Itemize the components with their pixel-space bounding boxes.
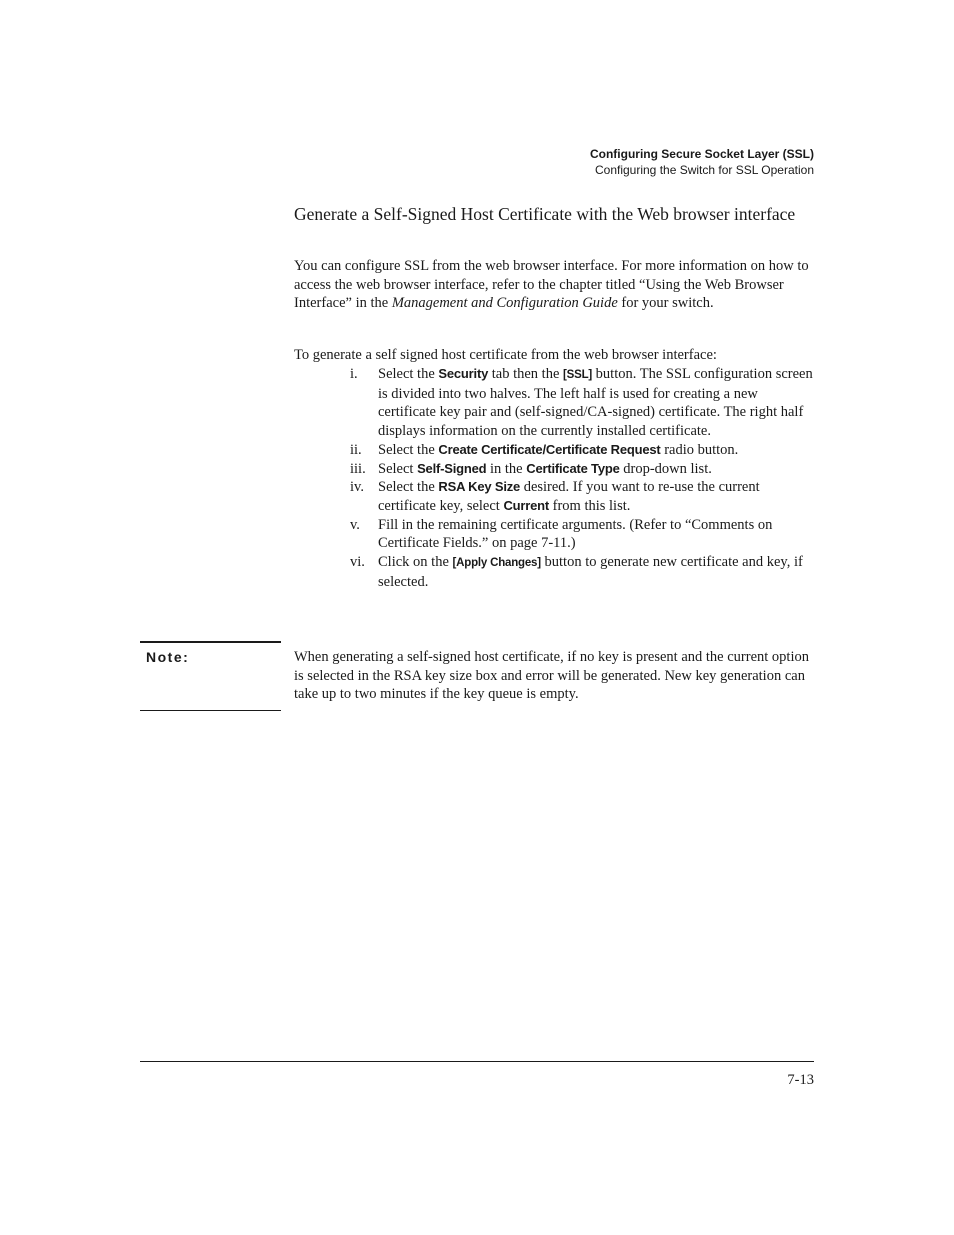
ui-term: Create Certificate/Certificate Request (438, 441, 661, 457)
ui-term: [SSL] (563, 369, 593, 381)
list-item (294, 516, 814, 553)
step-number: vi. (350, 554, 365, 571)
guide-title: Management and Configuration Guide (391, 295, 618, 312)
step-text: drop-down list. (619, 460, 712, 477)
note-top-rule (140, 641, 281, 643)
step-number: iv. (350, 479, 364, 496)
step-text: radio button. (660, 441, 739, 458)
page-number: 7-13 (787, 1072, 814, 1088)
ui-term: Certificate Type (526, 460, 620, 476)
ui-term: Self-Signed (417, 460, 487, 476)
list-item (294, 553, 814, 591)
section-subtitle: Configuring the Switch for SSL Operation (594, 163, 814, 177)
list-item (294, 460, 814, 479)
intro-paragraph (294, 257, 814, 313)
ui-term: Current (503, 497, 550, 513)
step-text: Select (378, 460, 418, 477)
steps-lead-in: To generate a self signed host certificate from the web browser interface: (294, 347, 717, 363)
note-text: When generating a self-signed host certificate, if no key is present and the current option is selected in the RSA key size box and error will be generated. New key generation can take up to two minutes if the key queue is empty. (294, 649, 809, 703)
step-text: desired. If you want to re-use the current certificate key, select (378, 479, 760, 514)
step-text: button to generate new certificate and key, if selected. (378, 554, 803, 590)
ui-term: Security (438, 366, 489, 381)
step-text: Click on the (378, 554, 453, 571)
page-title: Generate a Self-Signed Host Certificate with the Web browser interface (294, 204, 796, 224)
step-text: Select the (378, 479, 439, 496)
steps-list (294, 365, 814, 591)
chapter-title: Configuring Secure Socket Layer (SSL) (589, 147, 814, 161)
note-label: Note: (146, 649, 190, 665)
step-number: v. (350, 516, 360, 533)
list-item (294, 365, 814, 441)
list-item (294, 478, 814, 515)
step-number: ii. (350, 441, 362, 458)
step-number: i. (350, 366, 358, 382)
list-item (294, 441, 814, 460)
running-header (590, 146, 814, 178)
note-bottom-rule (140, 710, 281, 711)
step-text: in the (486, 460, 527, 477)
ui-term: RSA Key Size (438, 479, 521, 495)
intro-text-end: for your switch. (617, 295, 714, 312)
step-text: button. The SSL configuration screen is divided into two halves. The left half is used for creating a new certificate key pair and (self-signed/CA-signed) certificate. The right half displays information on the currently installed certificate. (378, 366, 813, 440)
step-text: Fill in the remaining certificate arguments. (Refer to “Comments on Certificate Fields.” on page 7-11.) (378, 516, 773, 552)
step-text: from this list. (549, 497, 631, 514)
step-text: tab then the (488, 366, 564, 382)
step-text: Select the (378, 441, 439, 458)
footer-rule (140, 1061, 814, 1062)
intro-text-start: You can configure SSL from the web browser interface. For more information on how to access the web browser interface, refer to the chapter titled “Using the Web Browser Interface” in the (294, 258, 809, 312)
ui-term: [Apply Changes] (452, 557, 541, 570)
step-number: iii. (350, 460, 366, 477)
step-text: Select the (378, 366, 439, 382)
